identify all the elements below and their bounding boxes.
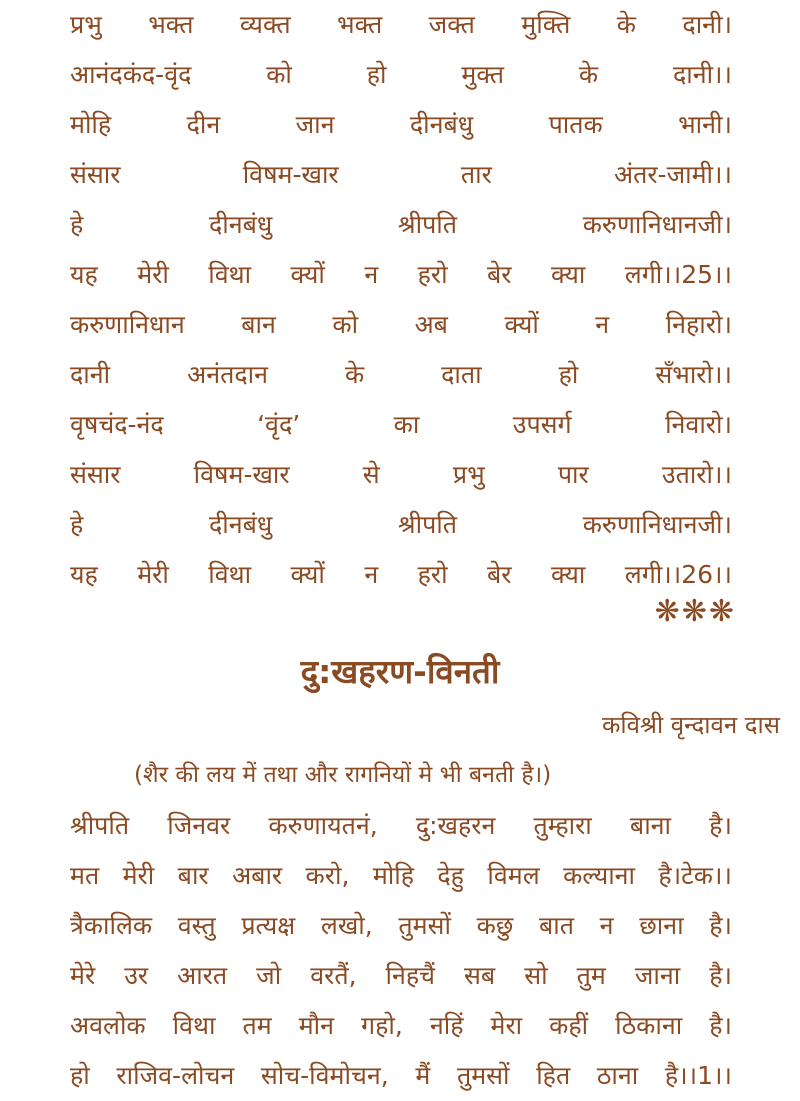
verse-word: मेरे xyxy=(70,961,96,990)
verse-word: ठिकाना xyxy=(615,1011,683,1040)
verse-word: विषम-खार xyxy=(193,460,290,489)
verse-word: तार xyxy=(460,160,492,189)
verse-word: बात xyxy=(538,911,574,940)
verse-word: यह xyxy=(70,260,98,289)
verse-word: भक्त xyxy=(337,10,383,39)
verse-word: मोहि xyxy=(372,861,414,890)
verse-word: संसार xyxy=(70,160,121,189)
verse-word: हरो xyxy=(417,260,448,289)
verse-word: श्रीपति xyxy=(397,210,458,239)
verse-word: प्रत्यक्ष xyxy=(241,911,296,940)
verse-word: न xyxy=(364,560,379,589)
verse-word: भानी। xyxy=(678,110,732,139)
verse-line xyxy=(70,457,732,491)
verse-word: वस्तु xyxy=(177,911,216,940)
verse-word: मत xyxy=(70,861,100,890)
verse-word: हित xyxy=(536,1061,571,1090)
verse-word: ठाना xyxy=(596,1061,639,1090)
verse-word: ‘वृंद’ xyxy=(257,410,301,439)
verse-word: श्रीपति xyxy=(70,811,130,840)
verse-line xyxy=(70,107,732,141)
verse-word: लगी।।26।। xyxy=(624,560,732,589)
verse-word: है। xyxy=(709,811,732,840)
verse-line xyxy=(70,557,732,591)
verse-word: जो xyxy=(256,961,282,990)
verse-word: यह xyxy=(70,560,98,589)
verse-word: पार xyxy=(557,460,589,489)
verse-word: निहारो। xyxy=(665,310,732,339)
verse-line xyxy=(70,1058,732,1092)
verse-word: दीनबंधु xyxy=(208,510,273,539)
verse-word: बान xyxy=(241,310,276,339)
verse-word: है। xyxy=(709,1011,732,1040)
verse-line xyxy=(70,908,732,942)
verse-word: दु:खहरन xyxy=(415,811,496,840)
verse-word: सोच-विमोचन, xyxy=(260,1061,389,1090)
verse-word: करुणानिधानजी। xyxy=(582,210,732,239)
verse-line xyxy=(70,57,732,91)
verse-word: हो xyxy=(366,60,387,89)
verse-word: त्रैकालिक xyxy=(70,911,153,940)
verse-word: आरत xyxy=(177,961,228,990)
verse-word: को xyxy=(332,310,359,339)
verse-line xyxy=(70,958,732,992)
verse-word: सो xyxy=(524,961,548,990)
verse-word: विथा xyxy=(208,560,252,589)
verse-word: कछु xyxy=(476,911,514,940)
verse-word: हे xyxy=(70,210,84,239)
verse-word: मेरी xyxy=(137,560,169,589)
verse-word: हो xyxy=(70,1061,90,1090)
verse-word: विथा xyxy=(208,260,252,289)
verse-word: मुक्त xyxy=(461,60,505,89)
verse-word: को xyxy=(266,60,292,89)
verse-word: राजिव-लोचन xyxy=(116,1061,235,1090)
verse-word: क्या xyxy=(550,560,586,589)
verse-word: है।।1।। xyxy=(664,1061,732,1090)
verse-line xyxy=(70,1008,732,1042)
verse-word: दानी xyxy=(70,360,111,389)
verse-word: व्यक्त xyxy=(239,10,291,39)
verse-word: दीनबंधु xyxy=(409,110,474,139)
verse-word: अंतर-जामी।। xyxy=(613,160,732,189)
section-title: दु:खहरण-विनती xyxy=(300,652,500,691)
verse-word: मुक्ति xyxy=(521,10,571,39)
verse-word: दीनबंधु xyxy=(208,210,273,239)
meter-note: (शैर की लय में तथा और रागनियों मे भी बनती है।) xyxy=(134,762,552,788)
verse-word: बेर xyxy=(487,560,512,589)
verse-word: करो, xyxy=(305,861,350,890)
verse-word: करुणायतनं, xyxy=(268,811,378,840)
verse-word: तुम xyxy=(576,961,606,990)
verse-line xyxy=(70,407,732,441)
verse-word: तम xyxy=(242,1011,272,1040)
verse-word: श्रीपति xyxy=(397,510,458,539)
author-line: कविश्री वृन्दावन दास xyxy=(601,711,780,739)
verse-word: जिनवर xyxy=(167,811,231,840)
verse-word: विषम-खार xyxy=(242,160,339,189)
verse-word: बेर xyxy=(487,260,512,289)
verse-word: उतारो।। xyxy=(661,460,732,489)
verse-word: का xyxy=(393,410,420,439)
verse-word: अब xyxy=(414,310,448,339)
verse-word: बाना xyxy=(629,811,672,840)
verse-word: के xyxy=(616,10,636,39)
verse-word: करुणानिधानजी। xyxy=(582,510,732,539)
verse-word: हरो xyxy=(417,560,448,589)
verse-line xyxy=(70,507,732,541)
verse-word: दीन xyxy=(186,110,221,139)
verse-word: क्यों xyxy=(290,560,325,589)
verse-line xyxy=(70,257,732,291)
verse-word: है। xyxy=(709,911,732,940)
verse-line xyxy=(70,157,732,191)
verse-word: वृषचंद-नंद xyxy=(70,410,164,439)
verse-word: उर xyxy=(124,961,149,990)
verse-word: संसार xyxy=(70,460,121,489)
verse-word: तुम्हारा xyxy=(533,811,592,840)
verse-word: कल्याना xyxy=(563,861,636,890)
verse-word: जान xyxy=(295,110,335,139)
verse-word: मेरा xyxy=(490,1011,523,1040)
verse-word: निहचैं xyxy=(385,961,436,990)
verse-line xyxy=(70,858,732,892)
verse-word: हो xyxy=(558,360,579,389)
verse-word: कहीं xyxy=(549,1011,589,1040)
verse-word: नहिं xyxy=(429,1011,464,1040)
verse-word: प्रभु xyxy=(452,460,485,489)
verse-word: उपसर्ग xyxy=(512,410,572,439)
verse-word: वरतैं, xyxy=(310,961,357,990)
verse-word: के xyxy=(578,60,599,89)
verse-word: मौन xyxy=(298,1011,335,1040)
verse-word: मेरी xyxy=(137,260,169,289)
verse-word: जक्त xyxy=(428,10,475,39)
verse-word: क्यों xyxy=(290,260,325,289)
section-separator: ❋❋❋ xyxy=(654,594,736,629)
verse-word: छाना xyxy=(639,911,684,940)
verse-word: निवारो। xyxy=(665,410,732,439)
verse-word: न xyxy=(599,911,614,940)
verse-word: सब xyxy=(464,961,496,990)
verse-word: मैं xyxy=(415,1061,431,1090)
verse-word: हे xyxy=(70,510,84,539)
verse-word: मोहि xyxy=(70,110,112,139)
verse-word: है। xyxy=(709,961,732,990)
verse-word: देहु xyxy=(437,861,464,890)
verse-word: मेरी xyxy=(122,861,155,890)
verse-word: पातक xyxy=(548,110,603,139)
verse-word: बार xyxy=(177,861,209,890)
verse-word: दाता xyxy=(441,360,482,389)
verse-word: आनंदकंद-वृंद xyxy=(70,60,192,89)
verse-word: दानी।। xyxy=(672,60,732,89)
verse-line xyxy=(70,808,732,842)
verse-word: दानी। xyxy=(682,10,732,39)
verse-word: भक्त xyxy=(148,10,194,39)
verse-word: सँभारो।। xyxy=(655,360,732,389)
verse-word: के xyxy=(344,360,365,389)
verse-word: है।टेक।। xyxy=(658,861,732,890)
verse-word: से xyxy=(362,460,380,489)
verse-word: अवलोक xyxy=(70,1011,146,1040)
verse-word: अनंतदान xyxy=(187,360,268,389)
verse-word: तुमसों xyxy=(398,911,451,940)
verse-word: क्यों xyxy=(504,310,539,339)
verse-word: विथा xyxy=(172,1011,216,1040)
verse-word: तुमसों xyxy=(456,1061,510,1090)
verse-word: गहो, xyxy=(361,1011,403,1040)
verse-word: लखो, xyxy=(320,911,373,940)
verse-line xyxy=(70,307,732,341)
verse-word: न xyxy=(364,260,379,289)
verse-word: क्या xyxy=(550,260,586,289)
verse-line xyxy=(70,357,732,391)
verse-word: करुणानिधान xyxy=(70,310,185,339)
verse-word: अबार xyxy=(232,861,283,890)
verse-word: जाना xyxy=(634,961,681,990)
verse-line xyxy=(70,207,732,241)
verse-word: न xyxy=(595,310,610,339)
verse-word: विमल xyxy=(487,861,540,890)
verse-word: प्रभु xyxy=(70,10,102,39)
verse-word: लगी।।25।। xyxy=(624,260,732,289)
verse-line xyxy=(70,7,732,41)
